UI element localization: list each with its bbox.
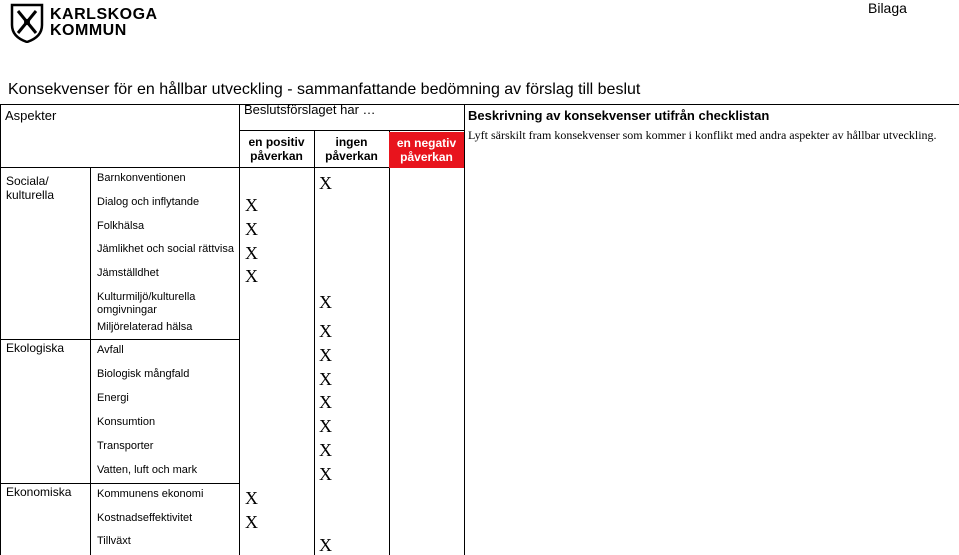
grid-line [0,339,239,340]
row-label: Folkhälsa [97,220,145,232]
grid-line [239,104,240,555]
row-label: Dialog och inflytande [97,196,200,208]
row-label: Energi [97,392,129,404]
row-label: Kommunens ekonomi [97,488,204,500]
mark-ingen: X [319,292,332,312]
mark-positiv: X [245,512,258,532]
grid-line [90,167,91,555]
mark-ingen: X [319,416,332,436]
mark-ingen: X [319,464,332,484]
row-label: Vatten, luft och mark [97,464,198,476]
row-label: Jämlikhet och social rättvisa [97,243,234,255]
mark-ingen: X [319,173,332,193]
mark-positiv: X [245,243,258,263]
mark-ingen: X [319,392,332,412]
mark-ingen: X [319,369,332,389]
row-label: Konsumtion [97,416,156,428]
page-title: Konsekvenser för en hållbar utveckling - sammanfattande bedömning av förslag till beslut [8,81,641,98]
row-label: Kostnadseffektivitet [97,512,193,524]
aspekter-header: Aspekter [5,108,57,123]
logo-text-line2: KOMMUN [50,22,127,39]
column-positiv: en positiv påverkan [248,135,305,163]
mark-ingen: X [319,535,332,555]
mark-positiv: X [245,266,258,286]
beskrivning-header: Beskrivning av konsekvenser utifrån checklistan [468,108,770,123]
column-negativ: en negativ påverkan [389,132,464,168]
table-top-border [0,104,959,105]
category-ekonomiska: Ekonomiska [6,485,72,499]
row-label: Tillväxt [97,535,131,547]
karlskoga-logo [10,3,158,43]
mark-positiv: X [245,219,258,239]
category-ekologiska: Ekologiska [6,341,65,355]
column-ingen: ingen påverkan [325,135,378,163]
grid-line [0,104,1,555]
grid-line [239,130,464,131]
row-label: Barnkonventionen [97,172,186,184]
row-label: Jämställdhet [97,267,159,279]
mark-positiv: X [245,195,258,215]
beskrivning-hint: Lyft särskilt fram konsekvenser som kommer i konflikt med andra aspekter av hållbar utveckling. [468,128,937,142]
grid-line [0,483,239,484]
logo-text-line1: KARLSKOGA [50,6,158,23]
mark-ingen: X [319,345,332,365]
row-label: Kulturmiljö/kulturella omgivningar [97,291,196,316]
grid-line [389,130,390,555]
grid-line [314,130,315,555]
document-label: Bilaga [868,0,907,16]
grid-line [464,104,465,555]
row-label: Miljörelaterad hälsa [97,321,193,333]
row-label: Transporter [97,440,154,452]
coat-of-arms-icon [10,3,44,43]
category-sociala: Sociala/ kulturella [6,174,55,202]
mark-ingen: X [319,321,332,341]
beslut-header: Beslutsförslaget har … [244,102,376,117]
mark-positiv: X [245,488,258,508]
row-label: Biologisk mångfald [97,368,190,380]
mark-ingen: X [319,440,332,460]
row-label: Avfall [97,344,124,356]
